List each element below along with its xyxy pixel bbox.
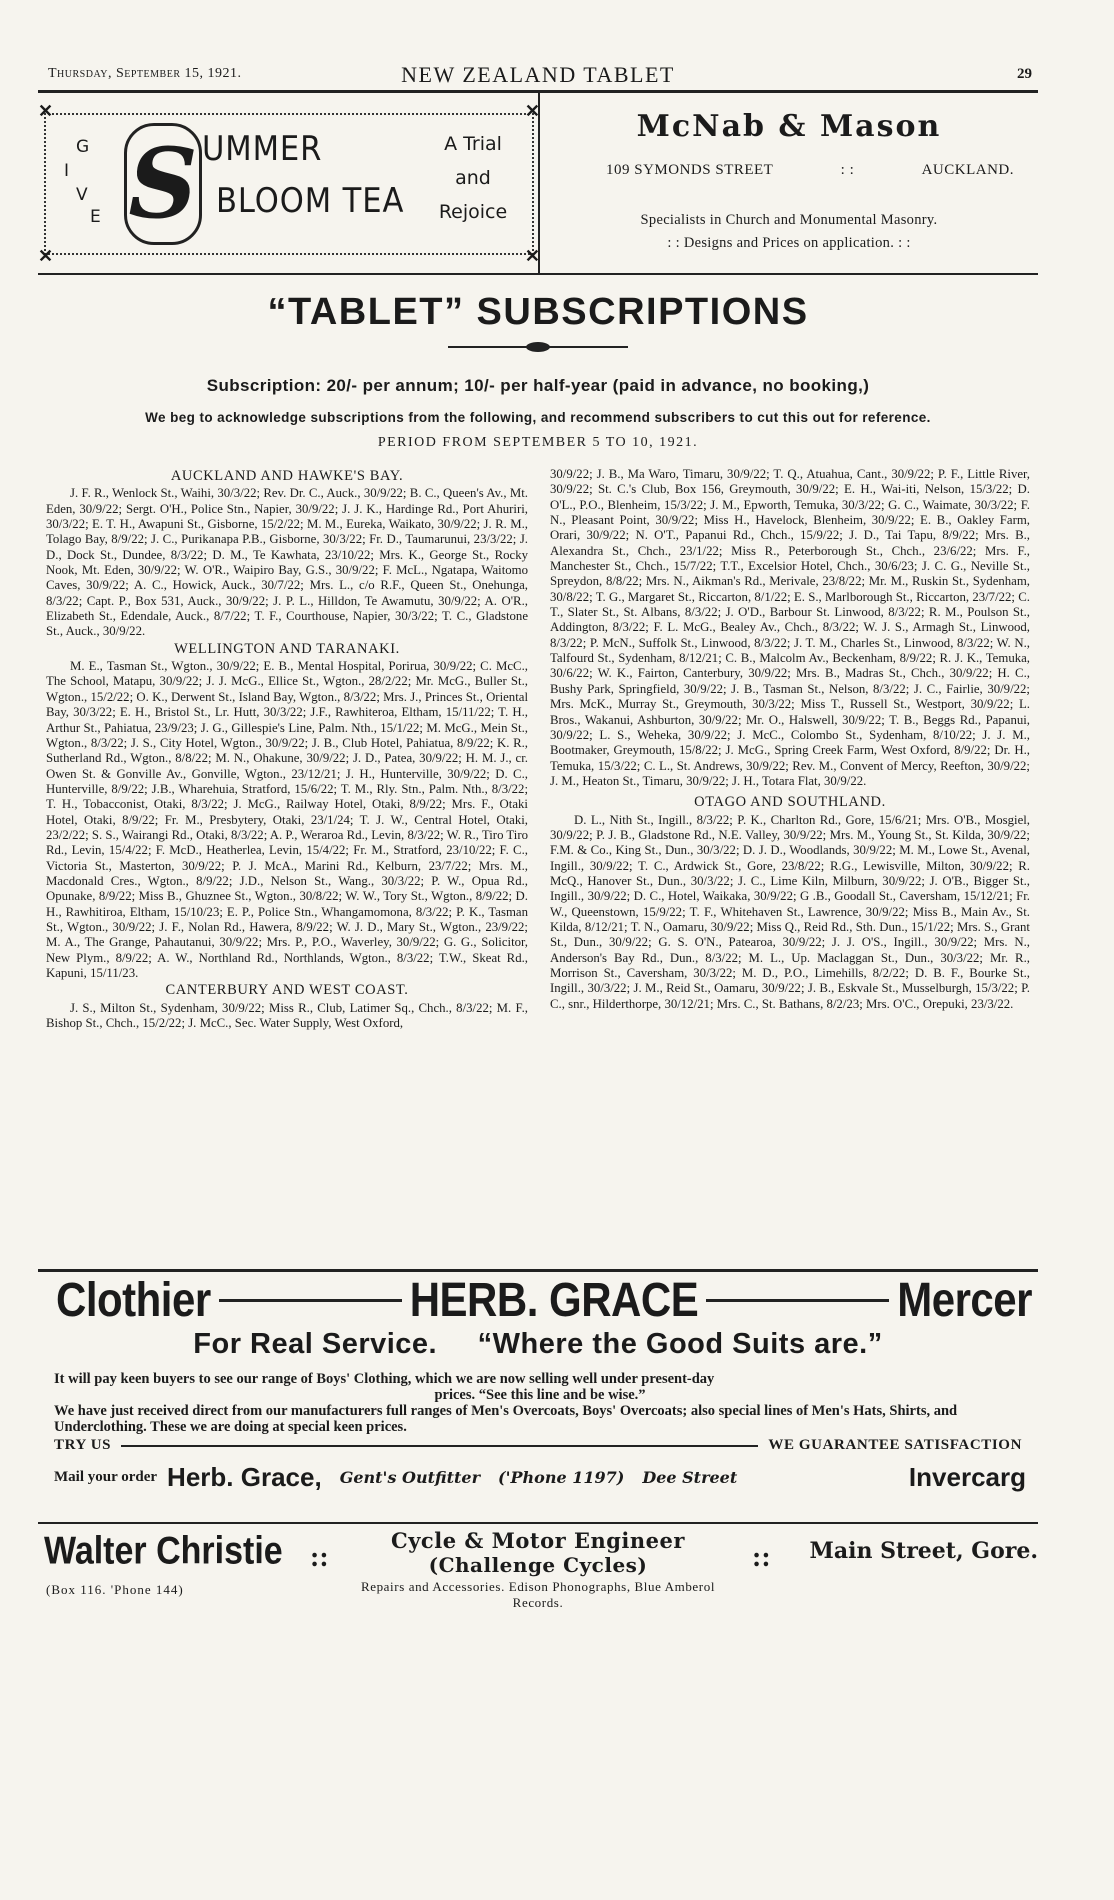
left-column [38, 467, 538, 1265]
grace-para-1: It will pay keen buyers to see our range of Boys' Clothing, which we are now selling well under present-day [54, 1371, 715, 1387]
subscriptions-title: “TABLET” SUBSCRIPTIONS [267, 291, 809, 333]
ornamental-initial-s: S [124, 123, 202, 245]
give-letter: V [76, 185, 88, 205]
mason-spec-line: : : Designs and Prices on application. : : [667, 235, 911, 251]
grace-outfitter: Gent's Outfitter [339, 1468, 481, 1487]
mason-street: 109 SYMONDS STREET [606, 162, 774, 178]
tea-trial-text [428, 127, 518, 229]
christie-sep-left: :: [310, 1542, 329, 1573]
christie-service-3: Repairs and Accessories. Edison Phonographs, Blue Amberol Records. [360, 1579, 716, 1610]
grace-clothier: Clothier [56, 1272, 211, 1327]
mason-specialty [540, 209, 1038, 255]
grace-para-2: We have just received direct from our manufacturers full ranges of Men's Overcoats, Boys' Overcoats; also special lines of Men's Hats, Shirts, and Underclothing. These we are doing at special keen prices. [54, 1403, 958, 1435]
title-ornament-icon [448, 340, 628, 354]
grace-try-rule [121, 1445, 758, 1447]
give-letter: E [90, 207, 101, 227]
corner-ornament-icon: ✕ [524, 101, 540, 121]
christie-sep-right: :: [752, 1542, 771, 1573]
tea-line-summer: UMMER [202, 129, 323, 169]
christie-service-2: (Challenge Cycles) [428, 1553, 648, 1577]
grace-tag-2: “Where the Good Suits are.” [477, 1328, 883, 1360]
otago-list: D. L., Nith St., Ingill., 8/3/22; P. K., Charlton Rd., Gore, 15/6/21; Mrs. O'B., Mosgiel, 30/9/22; P. J. B., Gladstone Rd., N.E. Valley, 30/9/22; Mrs. M., Young St., St. Kilda, 30/9/22; F.M. & Co., King St., Dun., 30/3/22; D. J. D., Woodlands, 30/9/22; M. M., Lowe St., Avenal, Ingill., 30/9/22; T. C., Ardwick St., Gore, 23/8/22; R.G., Lewisville, Milton, 30/9/22; R. McQ., Hanover St., Dun., 30/3/22; J. C., Lime Kiln, Milburn, 30/9/22; J. O'B., Bigger St., Ingill., 30/9/22; D. C., Hotel, Waikaka, 30/9/22; G .B., Goodall St., Caversham, 15/12/21; Fr. W., Queenstown, 15/9/22; T. F., Whitehaven St., Lawrence, 30/9/22; Miss B., Main Av., St. Kilda, 8/12/21; T. N., Oamaru, 30/9/22; Miss Q., Reid Rd., Sth. Dun., 15/1/22; Mrs. S., Grant St., Dun., 30/9/22; G. S. O'N., Patearoa, 30/9/22; J. J. O'S., Ingill., 30/9/22; Mrs. N., Anderson's Bay Rd., Dun., 8/3/22; M. L., Up. Maclaggan St., Dun., 30/3/22; Mr. R., Morrison St., Caversham, 30/3/22; M. D., P.O., Limehills, 8/2/22; D. B. F., Bourke St., Ingill., 30/3/22; J. M., Reid St., Oamaru, 30/9/22; J. B., Eskvale St., Musselburgh, 15/3/22; P. C., snr., Hilderthorpe, 30/12/21; Mrs. C., St. Bathans, 8/2/23; Mrs. O'C., Orepuki, 23/3/22. [550, 812, 1030, 1011]
grace-phone: ('Phone 1197) [498, 1468, 625, 1487]
grace-mail-name: Herb. Grace, [167, 1462, 322, 1492]
christie-service-1: Cycle & Motor Engineer [391, 1528, 685, 1553]
give-letters [64, 137, 114, 237]
subscription-columns [38, 467, 1038, 1265]
issue-date: Thursday, September 15, 1921. [48, 66, 242, 81]
grace-try-line [54, 1437, 1022, 1454]
mason-separator: : : [840, 162, 855, 178]
subscription-rate: Subscription: 20/- per annum; 10/- per half-year (paid in advance, no booking,) [206, 376, 870, 395]
christie-address: Main Street, Gore. [809, 1538, 1038, 1564]
grace-try-us: TRY US [54, 1437, 112, 1453]
grace-guarantee: WE GUARANTEE SATISFACTION [768, 1437, 1022, 1453]
trial-line: Rejoice [438, 201, 508, 223]
right-column [538, 467, 1038, 1265]
mason-city: AUCKLAND. [921, 162, 1014, 178]
corner-ornament-icon: ✕ [38, 101, 54, 121]
grace-tag-1: For Real Service. [193, 1328, 438, 1360]
grace-rule [706, 1299, 889, 1302]
grace-mail-line [54, 1462, 1026, 1493]
summer-bloom-tea-ad [38, 93, 540, 273]
give-letter: I [64, 161, 70, 181]
tea-line-bloom: BLOOM TEA [216, 181, 405, 221]
tea-ad-border [38, 101, 540, 266]
mason-firm-name: McNab & Mason [636, 109, 942, 144]
section-heading-otago: OTAGO AND SOUTHLAND. [694, 794, 886, 811]
mason-address [606, 162, 1014, 179]
page-header [38, 56, 1038, 93]
newspaper-page [38, 56, 1038, 1614]
acknowledgement-note: We beg to acknowledge subscriptions from the following, and recommend subscribers to cut this out for reference. [145, 410, 931, 425]
grace-para-1b: prices. “See this line and be wise.” [434, 1387, 646, 1403]
grace-city: Invercarg [908, 1462, 1026, 1492]
herb-grace-ad [38, 1272, 1038, 1524]
grace-street: Dee Street [642, 1468, 738, 1487]
mcnab-mason-ad [540, 93, 1038, 273]
grace-name: HERB. GRACE [409, 1272, 699, 1327]
canterbury-list-start: J. S., Milton St., Sydenham, 30/9/22; Miss R., Club, Latimer Sq., Chch., 8/3/22; M. F., Bishop St., Chch., 15/2/22; J. McC., Sec. Water Supply, West Oxford, [46, 1000, 528, 1031]
christie-name: Walter Christie [44, 1529, 283, 1573]
grace-mercer: Mercer [897, 1272, 1032, 1327]
subscription-period: PERIOD FROM SEPTEMBER 5 TO 10, 1921. [377, 435, 699, 450]
grace-tagline [38, 1328, 1038, 1361]
christie-box-phone: (Box 116. 'Phone 144) [46, 1582, 184, 1597]
walter-christie-ad [38, 1524, 1038, 1614]
top-advertisements [38, 93, 1038, 275]
grace-rule [219, 1299, 402, 1302]
corner-ornament-icon: ✕ [38, 246, 54, 266]
grace-body [54, 1371, 1026, 1435]
wellington-list: M. E., Tasman St., Wgton., 30/9/22; E. B., Mental Hospital, Porirua, 30/9/22; C. McC., The School, Matapu, 30/9/22; J. J. McG., Ellice St., Wgton., 28/2/22; Mr. McG., Buller St., Wgton., 15/2/22; O. K., Derwent St., Island Bay, Wgton., 8/3/22; Mrs. J., Princes St., Oriental Bay, 30/3/22; E. H., Bristol St., Lr. Hutt, 30/3/22; J.F., Rawhiteroa, Eltham, 15/11/22; T. H., Arthur St., Pahiatua, 23/9/23; J. G., Gillespie's Line, Palm. Nth., 15/1/22; M. McG., Mein St., Wgton., 8/3/22; J. S., City Hotel, Wgton., 30/9/22; J. B., Club Hotel, Pahiatua, 8/9/22; K. R., Sutherland Rd., Wgton., 8/8/22; M. N., Ohakune, 30/9/22; J. D., Patea, 30/9/22; H. M. J., cr. Owen St. & Gonville Av., Gonville, Wgton., 23/12/21; J. H., Hunterville, 30/9/22; D. C., Hunterville, 8/9/22; J.B., Wharehuia, Stratford, 15/6/22; T. M., Rly. Stn., Palm. Nth., 8/3/22; T. H., Tobacconist, Otaki, 8/3/22; J. McG., Railway Hotel, Otaki, 8/9/22; Mrs. F., Otaki Hotel, Otaki, 8/9/22; Fr. M., Presbytery, Otaki, 23/1/24; T. J. W., Central Hotel, Otaki, 23/2/22; S. S., Wairangi Rd., Otaki, 8/3/22; A. P., Weraroa Rd., Levin, 8/3/22; W. R., Tiro Tiro Rd., Levin, 15/4/22; F. McD., Heatherlea, Levin, 15/4/22; Fr. M., Stratford, 23/10/22; F. C., Victoria St., Masterton, 30/9/22; P. J. McA., Marini Rd., Kelburn, 23/7/22; Mrs. M., Macdonald Cres., Wgton., 8/9/22; J.D., Nelson St., Wang., 30/3/22; P. W., Opua Rd., Opunake, 8/9/22; Miss B., Ghuznee St., Wgton., 30/8/22; W. W., Tory St., Wgton., 8/9/22; D. H., Rawhitiroa, Eltham, 15/10/23; E. P., Police Stn., Whangamomona, 8/3/22; P. K., Tasman St., Wgton., 30/9/22; J. F., Nolan Rd., Hawera, 8/9/22; W. J. D., Mary St., Wgton., 23/9/22; M. A., The Grange, Pahautanui, 30/9/22; Mrs. P., P.O., Waverley, 30/9/22; G. G., Solicitor, New Plym., 8/9/22; A. W., Northland Rd., Northlands, Wgton., 8/3/22; T.W., Skeat Rd., Kapuni, 15/11/23. [46, 659, 529, 980]
masthead-title: NEW ZEALAND TABLET [401, 62, 675, 87]
section-heading-auckland: AUCKLAND AND HAWKE'S BAY. [170, 468, 404, 484]
mason-spec-line: Specialists in Church and Monumental Masonry. [640, 212, 938, 228]
grace-headline [38, 1272, 1038, 1327]
section-heading-canterbury: CANTERBURY AND WEST COAST. [165, 982, 409, 999]
christie-services [358, 1528, 718, 1611]
corner-ornament-icon: ✕ [524, 246, 540, 266]
trial-line: and [455, 167, 491, 189]
grace-mail-label: Mail your order [54, 1469, 158, 1485]
section-heading-wellington: WELLINGTON AND TARANAKI. [174, 640, 400, 657]
auckland-list: J. F. R., Wenlock St., Waihi, 30/3/22; Rev. Dr. C., Auck., 30/9/22; B. C., Queen's Av., Mt. Eden, 30/9/22; Sergt. O'H., Police Stn., Napier, 30/9/22; J. J. K., Hardinge Rd., Port Ahuriri, 30/3/22; E. T. H., Awapuni St., Gisborne, 15/2/22; M. M., Eureka, Waikato, 30/9/22; J. R. M., Tolago Bay, 8/9/22; J. C., Purikanapa P.B., Gisborne, 30/3/22; Fr. D., Taumarunui, 23/3/22; J. D., Dock St., Dundee, 8/3/22; D. M., Te Kawhata, 23/10/22; Mrs. K., George St., Rocky Nook, Mt. Eden, 30/9/22; W. O'R., Waipiro Bay, G.S., 30/9/22; F. McL., Ngatapa, Waitomo Caves, 30/9/22; A. C., Howick, Auck., 30/7/22; Mrs. L., c/o R.F., Queen St., Onehunga, 8/3/22; Capt. P., Box 531, Auck., 30/9/22; J. P. L., Hilldon, Te Awamutu, 30/9/22; A. O'R., Elizabeth St., Edendale, Auck., 8/7/22; T. F., Courthouse, Napier, 30/3/22; T. C., Gladstone St., Auck., 30/9/22. [46, 486, 528, 639]
canterbury-list-continued: 30/9/22; J. B., Ma Waro, Timaru, 30/9/22; T. Q., Atuahua, Cant., 30/9/22; P. F., Little River, 30/9/22; St. C.'s Club, Box 156, Greymouth, 30/9/22; E. H., Wai-iti, Nelson, 15/3/22; D. O'L., P.O., Blenheim, 15/3/22; J. M., Epworth, Temuka, 30/3/22; G. C., Waimate, 30/3/22; F. N., Pleasant Point, 30/9/22; Miss H., Havelock, Blenheim, 30/9/22; E. B., Oakley Farm, Orari, 30/9/22; N. O'T., Papanui Rd., Chch., 15/9/22; J. D., Tai Tapu, 8/9/22; Mrs. B., Alexandra St., Chch., 23/1/22; Miss R., Peterborough St., Chch., 23/6/22; Mrs. F., Manchester St., Chch., 15/7/22; T.T., Excelsior Hotel, Chch., 30/6/23; J. C. G., Neville St., Spreydon, 8/8/22; Mrs. N., Aikman's Rd., Merivale, 23/8/22; Mr. M., Ruskin St., Sydenham, 30/8/22; T. G., Margaret St., Riccarton, 8/1/22; E. S., Marlborough St., Riccarton, 23/7/22; C. T., Slater St., St. Albans, 8/3/22; J. O'D., Barbour St. Linwood, 8/3/22; R. M., Poulson St., Addington, 8/3/22; F. L. McG., Bealey Av., Chch., 8/3/22; W. J. S., Armagh St., Linwood, 8/3/22; P. McN., Suffolk St., Linwood, 8/3/22; J. T. M., Charles St., Linwood, 8/3/22; W. N., Talfourd St., Sydenham, 8/12/21; C. B., Malcolm Av., Beckenham, 8/9/22; R. J. K., Temuka, 30/6/22; W. K., Fairton, Canterbury, 30/9/22; Mrs. B., Madras St., Chch., 30/9/22; H. C., Bushy Park, Springfield, 30/9/22; J. B., Tasman St., Nelson, 8/3/22; J. C., Fairlie, 30/9/22; Mrs. McK., Murray St., Greymouth, 30/3/22; Miss T., Russell St., Westport, 30/9/22; L. Bros., Wakanui, Ashburton, 30/9/22; Mr. O., Halswell, 30/9/22; T. B., Beggs Rd., Papanui, 30/9/22; L. S., Weheka, 30/9/22; J. McC., Colombo St., Sydenham, 8/10/22; J. J. M., Bootmaker, Greymouth, 15/8/22; J. McG., Spring Creek Farm, West Oxford, 8/9/22; Dr. H., Temuka, 15/3/22; C. L., St. Andrews, 30/9/22; Rev. M., Convent of Mercy, Reefton, 30/9/22; J. M., Heaton St., Timaru, 30/9/22; J. H., Totara Flat, 30/9/22. [550, 467, 1030, 788]
trial-line: A Trial [444, 133, 502, 155]
page-number: 29 [1017, 66, 1032, 82]
give-letter: G [76, 137, 90, 157]
